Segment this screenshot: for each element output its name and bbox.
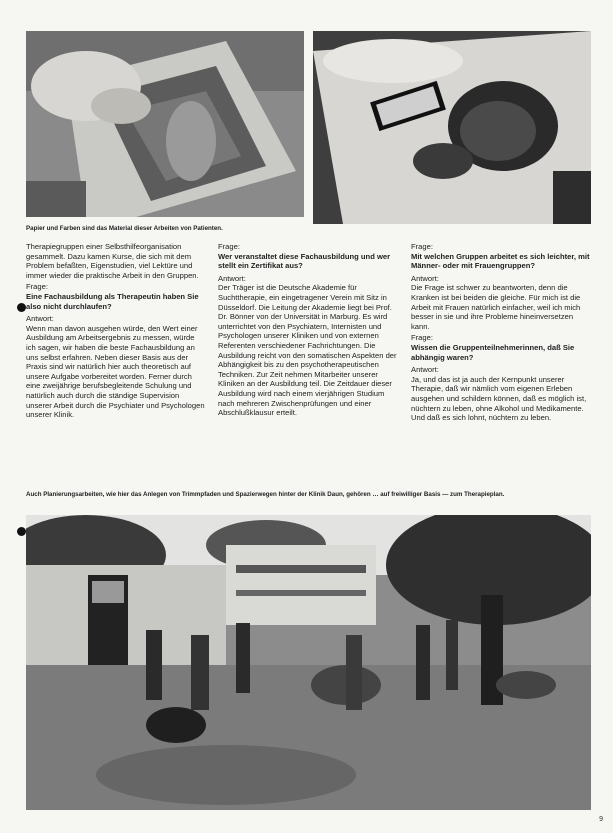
answer-text: Ja, und das ist ja auch der Kernpunkt unserer Therapie, daß wir nämlich vom eigenen Erleben ausgehen und schildern können, daß es möglich ist, nüchtern zu leben, ohne Alkohol und Medikamente. Und daß es sich lohnt, nüchtern zu leben. <box>411 374 587 423</box>
answer-text: Wenn man davon ausgehen würde, den Wert einer Ausbildung am Arbeitsergebnis zu messen, würde ich sagen, wir haben die beste Fachausbildung an uns selbst erfahren. Neben dieser Basis aus der Praxis sind wir natürlich hier auch theoretisch auf unsere Aufgabe vorbereitet worden. Ferner durch eine zweijährige berufsbegleitende Schulung und natürlich auch durch die ständige Supervision unserer Arbeit durch die Psychiater und Psychologen unserer Klinik. <box>26 323 205 420</box>
photo-garden-work <box>26 515 591 810</box>
question-label: Frage: <box>218 242 240 251</box>
bottom-photo-caption: Auch Planierungsarbeiten, wie hier das Anlegen von Trimmpfaden und Spazierwegen hinter der Klinik Daun, gehören … auf freiwilliger Basis — zum Therapieplan. <box>26 491 505 498</box>
answer-label: Antwort: <box>411 273 439 283</box>
answer-label: Antwort: <box>26 314 54 324</box>
text-column-2 <box>218 242 400 420</box>
question-text: Wer veranstaltet diese Fachausbildung und wer stellt ein Zertifikat aus? <box>218 251 391 271</box>
question-text: Wissen die Gruppenteilnehmerinnen, daß Sie abhängig waren? <box>411 342 575 362</box>
top-photo-caption: Papier und Farben sind das Material dieser Arbeiten von Patienten. <box>26 225 223 232</box>
intro-paragraph: Therapiegruppen einer Selbsthilfeorganisation gesammelt. Dazu kamen Kurse, die sich mit dem Problem befaßten, Eigenstudien, viel Lektüre und immer wieder die praktische Arbeit in den Gruppen. <box>26 242 199 280</box>
page-number: 9 <box>599 816 603 823</box>
answer-label: Antwort: <box>218 273 246 283</box>
binder-hole-top <box>17 303 26 312</box>
question-text: Eine Fachausbildung als Therapeutin haben Sie also nicht durchlaufen? <box>26 291 199 311</box>
question-text: Mit welchen Gruppen arbeitet es sich leichter, mit Männer- oder mit Frauengruppen? <box>411 251 590 271</box>
text-column-1 <box>26 242 206 422</box>
answer-text: Der Träger ist die Deutsche Akademie für Suchttherapie, ein eingetragener Verein mit Sitz in Düsseldorf. Die Leitung der Akademie liegt bei Prof. Dr. Bönner von der Universität in Marburg. Es wird unterrichtet von den Psychiatern, Internisten und Psychologen unserer Kliniken und von externen Referenten verschiedener Fachrichtungen. Die Ausbildung reicht von den somatischen Aspekten der Abhängigkeit bis zu den psychotherapeutischen Techniken. Zur Zeit nehmen Mitarbeiter unserer Kliniken an der Ausbildung teil. Die Zeitdauer dieser Ausbildung wird nach einem vierjährigen Studium nach mehreren Zwischenprüfungen und einer Abschlußklausur erteilt. <box>218 283 397 418</box>
binder-hole-bottom <box>17 527 26 536</box>
question-label: Frage: <box>26 282 48 292</box>
question-label: Frage: <box>411 242 433 251</box>
answer-label: Antwort: <box>411 365 439 375</box>
photo-watercolor-drawing <box>313 31 591 224</box>
question-label: Frage: <box>411 333 433 343</box>
text-column-3 <box>411 242 591 425</box>
answer-text: Die Frage ist schwer zu beantworten, denn die Kranken ist bei beiden die gleiche. Für mich ist die Arbeit mit Frauen natürlich einfacher, weil ich mich besser in sie und ihre Probleme hineinversetzen kann. <box>411 283 581 331</box>
photo-painting-frame <box>26 31 304 217</box>
